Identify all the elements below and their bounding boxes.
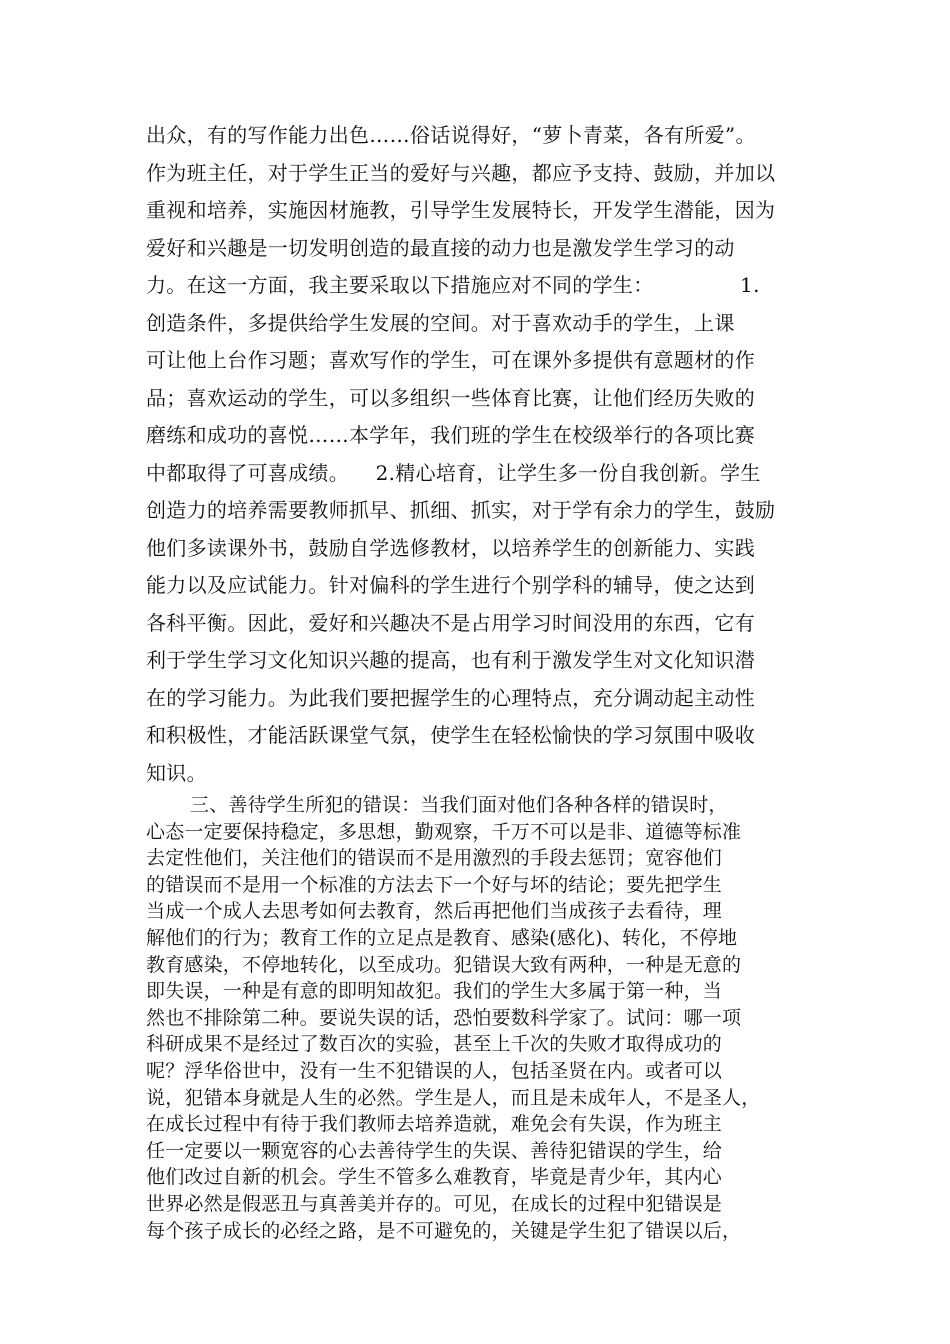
text-line: 呢？浮华俗世中，没有一生不犯错误的人，包括圣贤在内。或者可以 bbox=[146, 1059, 723, 1082]
text-line: 当成一个成人去思考如何去教育，然后再把他们当成孩子去看待，理 bbox=[146, 900, 723, 923]
text-line: 力。在这一方面，我主要采取以下措施应对不同的学生： 1. bbox=[146, 273, 760, 297]
text-line: 他们多读课外书，鼓励自学选修教材，以培养学生的创新能力、实践 bbox=[146, 535, 755, 560]
text-line: 重视和培养，实施因材施教，引导学生发展特长，开发学生潜能，因为 bbox=[146, 198, 776, 222]
text-line: 科研成果不是经过了数百次的实验，甚至上千次的失败才取得成功的 bbox=[146, 1033, 723, 1056]
text-line: 知识。 bbox=[146, 760, 207, 785]
text-line: 说，犯错本身就是人生的必然。学生是人，而且是未成年人，不是圣人， bbox=[146, 1086, 761, 1109]
text-line: 品；喜欢运动的学生，可以多组织一些体育比赛，让他们经历失败的 bbox=[146, 385, 755, 410]
text-line: 三、善待学生所犯的错误：当我们面对他们各种各样的错误时， bbox=[190, 794, 728, 816]
paragraph-interest-cultivation bbox=[146, 117, 826, 792]
text-line: 在的学习能力。为此我们要把握学生的心理特点，充分调动起主动性 bbox=[146, 685, 755, 710]
text-line: 作为班主任，对于学生正当的爱好与兴趣，都应予支持、鼓励，并加以 bbox=[146, 160, 776, 185]
text-line: 世界必然是假恶丑与真善美并存的。可见，在成长的过程中犯错误是 bbox=[146, 1192, 723, 1215]
text-line: 即失误，一种是有意的即明知故犯。我们的学生大多属于第一种，当 bbox=[146, 980, 723, 1003]
text-line: 磨练和成功的喜悦……本学年，我们班的学生在校级举行的各项比赛 bbox=[146, 423, 755, 447]
text-line: 能力以及应试能力。针对偏科的学生进行个别学科的辅导，使之达到 bbox=[146, 573, 755, 597]
text-line: 创造力的培养需要教师抓早、抓细、抓实，对于学有余力的学生，鼓励 bbox=[146, 498, 776, 522]
text-line: 的错误而不是用一个标准的方法去下一个好与坏的结论；要先把学生 bbox=[146, 873, 723, 896]
text-line: 教育感染，不停地转化，以至成功。犯错误大致有两种，一种是无意的 bbox=[146, 953, 742, 976]
text-line: 各科平衡。因此，爱好和兴趣决不是占用学习时间没用的东西，它有 bbox=[146, 610, 755, 635]
text-line: 任一定要以一颗宽容的心去善待学生的失误、善待犯错误的学生，给 bbox=[146, 1139, 723, 1162]
text-line: 利于学生学习文化知识兴趣的提高，也有利于激发学生对文化知识潜 bbox=[146, 648, 755, 672]
text-line: 中都取得了可喜成绩。 2.精心培育，让学生多一份自我创新。学生 bbox=[146, 460, 761, 485]
text-line: 每个孩子成长的必经之路，是不可避免的，关键是学生犯了错误以后， bbox=[146, 1219, 742, 1242]
text-line: 他们改过自新的机会。学生不管多么难教育，毕竟是青少年，其内心 bbox=[146, 1166, 723, 1189]
text-line: 去定性他们，关注他们的错误而不是用激烈的手段去惩罚；宽容他们 bbox=[146, 847, 723, 870]
text-line: 创造条件，多提供给学生发展的空间。对于喜欢动手的学生，上课 bbox=[146, 310, 735, 335]
text-line: 在成长过程中有待于我们教师去培养造就，难免会有失误，作为班主 bbox=[146, 1113, 723, 1136]
paragraph-treat-student-mistakes bbox=[146, 792, 826, 1244]
text-line: 解他们的行为；教育工作的立足点是教育、感染(感化)、转化，不停地 bbox=[146, 926, 738, 949]
text-line: 心态一定要保持稳定，多思想，勤观察，千万不可以是非、道德等标准 bbox=[146, 820, 742, 843]
text-line: 然也不排除第二种。要说失误的话，恐怕要数科学家了。试问：哪一项 bbox=[146, 1006, 742, 1029]
text-line: 爱好和兴趣是一切发明创造的最直接的动力也是激发学生学习的动 bbox=[146, 235, 735, 260]
text-line: 和积极性，才能活跃课堂气氛，使学生在轻松愉快的学习氛围中吸收 bbox=[146, 723, 755, 747]
text-line: 出众，有的写作能力出色……俗话说得好，“萝卜青菜，各有所爱”。 bbox=[146, 123, 756, 147]
text-line: 可让他上台作习题；喜欢写作的学生，可在课外多提供有意题材的作 bbox=[146, 348, 755, 372]
